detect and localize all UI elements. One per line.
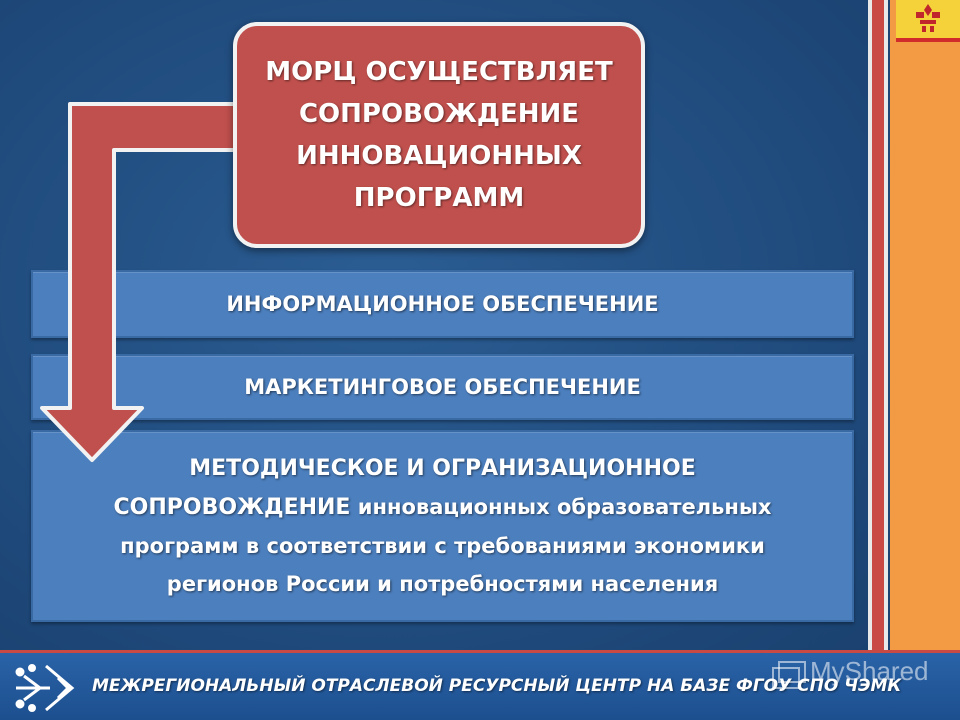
marketing-support-label: МАРКЕТИНГОВОЕ ОБЕСПЕЧЕНИЕ (244, 375, 641, 399)
methodical-line-2-rest: инновационных образовательных (357, 495, 772, 519)
methodical-line-4: регионов России и потребностями населения (166, 572, 719, 596)
morc-title-box (233, 22, 645, 248)
org-logo-icon (10, 660, 80, 716)
methodical-line-2-head: СОПРОВОЖДЕНИЕ (113, 495, 351, 520)
methodical-line-1: МЕТОДИЧЕСКОЕ И ОГРАНИЗАЦИОННОЕ (189, 456, 696, 481)
info-support-label: ИНФОРМАЦИОННОЕ ОБЕСПЕЧЕНИЕ (226, 292, 659, 316)
morc-title-line-3: ИННОВАЦИОННЫХ (296, 141, 582, 171)
methodical-line-3: программ в соответствии с требованиями экономики (120, 534, 765, 558)
watermark-text: MyShared (810, 656, 929, 686)
morc-title-line-4: ПРОГРАММ (353, 183, 525, 213)
morc-title-line-1: МОРЦ ОСУЩЕСТВЛЯЕТ (265, 57, 613, 87)
morc-title-line-2: СОПРОВОЖДЕНИЕ (298, 99, 580, 129)
footer-text: МЕЖРЕГИОНАЛЬНЫЙ ОТРАСЛЕВОЙ РЕСУРСНЫЙ ЦЕНТР НА БАЗЕ ФГОУ СПО ЧЭМК (92, 676, 902, 696)
watermark-icon (770, 658, 808, 692)
